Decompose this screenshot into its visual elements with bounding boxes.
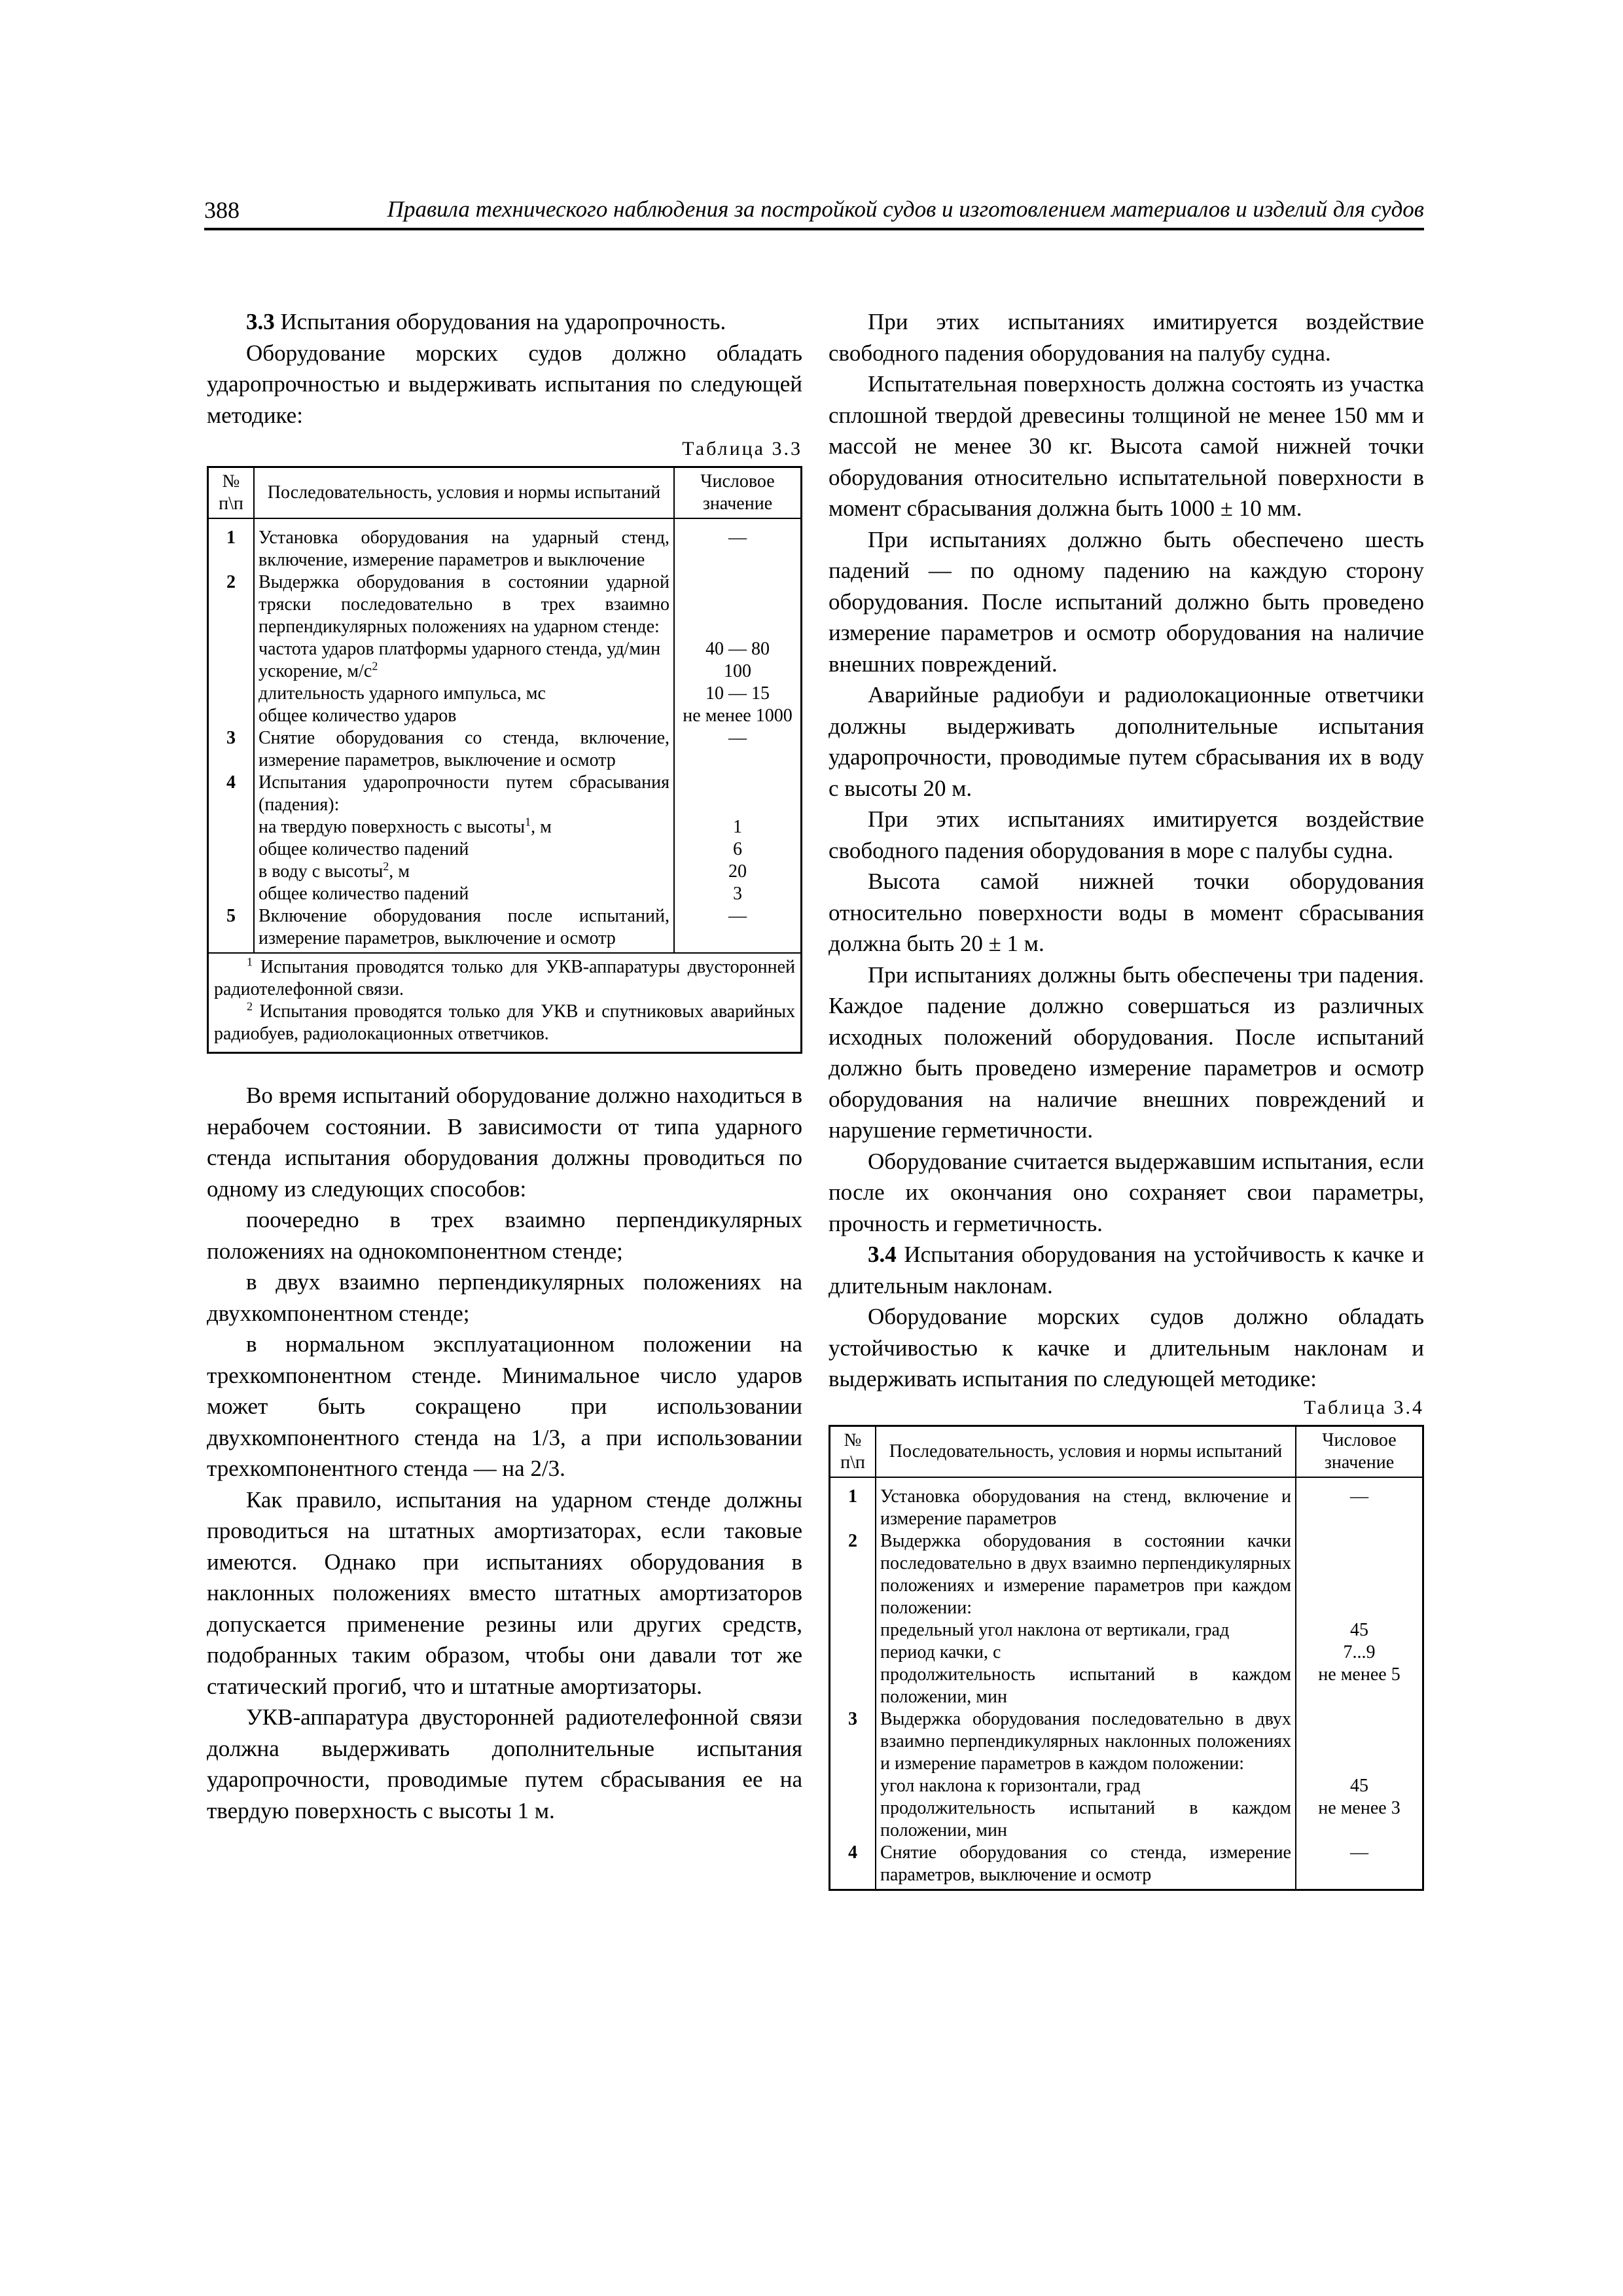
row-text: Установка оборудования на ударный стенд, включение, измерение параметров и выключение	[254, 518, 674, 571]
table-row	[830, 1797, 1423, 1842]
table-row	[830, 1477, 1423, 1530]
row-value: —	[1296, 1842, 1423, 1890]
column-header-sequence: Последовательность, условия и нормы испытаний	[254, 467, 674, 519]
row-text: период качки, с	[876, 1641, 1296, 1664]
page-number: 388	[204, 197, 240, 223]
paragraph: Оборудование считается выдержавшим испытания, если после их окончания оно сохраняет свои параметры, прочность и герметичность.	[829, 1148, 1424, 1236]
left-column	[207, 306, 802, 1826]
paragraph: Как правило, испытания на ударном стенде должны проводиться на штатных амортизаторах, если таковые имеются. Однако при испытаниях оборудования в наклонных положениях вместо штатных амортизаторов допускается применение резины или других средств, подобранных таким образом, чтобы они давали тот же статический прогиб, что и штатные амортизаторы.	[207, 1486, 802, 1699]
table-3-4	[829, 1425, 1424, 1891]
table-row	[830, 1530, 1423, 1619]
section-3-3-heading	[207, 306, 802, 338]
column-header-value: Числовое значение	[1296, 1426, 1423, 1477]
row-value: 100	[674, 660, 802, 683]
paragraph: Испытательная поверхность должна состоять из участка сплошной твердой древесины толщиной не менее 150 мм и массой не менее 30 кг. Высота самой нижней точки оборудования относительно испытательной поверхности в момент сбрасывания должна быть 1000 ± 10 мм.	[829, 371, 1424, 521]
row-number: 1	[208, 518, 255, 571]
row-text: длительность ударного импульса, мс	[254, 683, 674, 705]
row-text: Снятие оборудования со стенда, измерение параметров, выключение и осмотр	[876, 1842, 1296, 1890]
row-value: 3	[674, 883, 802, 905]
table-row	[208, 705, 802, 727]
row-value: 1	[674, 816, 802, 838]
paragraph: При испытаниях должны быть обеспечены три падения. Каждое падение должно совершаться из различных исходных положений оборудования. После испытаний должно быть проведено измерение параметров и осмотр оборудования на наличие внешних повреждений и нарушение герметичности.	[829, 961, 1424, 1143]
paragraph: Оборудование морских судов должно обладать устойчивостью к качке и длительным наклонам и выдерживать испытания по следующей методике:	[829, 1304, 1424, 1391]
row-value: 45	[1296, 1775, 1423, 1797]
row-value: 40 — 80	[674, 638, 802, 660]
table-row	[208, 683, 802, 705]
table-row	[208, 638, 802, 660]
table-row	[208, 518, 802, 571]
table-header-row	[208, 467, 802, 519]
row-number: 1	[830, 1477, 876, 1530]
table-row	[208, 571, 802, 638]
row-text: Испытания ударопрочности путем сбрасывания (падения):	[254, 772, 674, 816]
table-row	[208, 816, 802, 838]
row-text: Выдержка оборудования последовательно в двух взаимно перпендикулярных наклонных положениях и измерение параметров в каждом положении:	[876, 1708, 1296, 1775]
paragraph: Оборудование морских судов должно обладать ударопрочностью и выдерживать испытания по следующей методике:	[207, 340, 802, 428]
table-row	[830, 1664, 1423, 1708]
paragraph: УКВ-аппаратура двусторонней радиотелефонной связи должна выдерживать дополнительные испытания ударопрочности, проводимые путем сбрасывания ее на твердую поверхность с высоты 1 м.	[207, 1704, 802, 1823]
row-text: общее количество падений	[254, 883, 674, 905]
row-text: в воду с высоты$^2$, м	[254, 861, 674, 883]
table-row	[208, 772, 802, 816]
row-text: частота ударов платформы ударного стенда, уд/мин	[254, 638, 674, 660]
section-number: 3.3	[246, 309, 275, 334]
paragraph: в двух взаимно перпендикулярных положениях на двухкомпонентном стенде;	[207, 1269, 802, 1326]
column-header-number: № п\п	[208, 467, 255, 519]
row-text: Выдержка оборудования в состоянии качки последовательно в двух взаимно перпендикулярных положениях и измерение параметров при каждом положении:	[876, 1530, 1296, 1619]
row-value: —	[674, 905, 802, 953]
row-number: 4	[830, 1842, 876, 1890]
table-row	[830, 1641, 1423, 1664]
row-value: не менее 1000	[674, 705, 802, 727]
table-header-row	[830, 1426, 1423, 1477]
paragraph: в нормальном эксплуатационном положении на трехкомпонентном стенде. Минимальное число ударов может быть сокращено при использовании двухкомпонентного стенда на 1/3, а при использовании трехкомпонентного стенда — на 2/3.	[207, 1331, 802, 1481]
row-value: 10 — 15	[674, 683, 802, 705]
row-number: 4	[208, 772, 255, 816]
paragraph: Во время испытаний оборудование должно находиться в нерабочем состоянии. В зависимости от типа ударного стенда испытания оборудования должны проводиться по одному из следующих способов:	[207, 1083, 802, 1202]
table-row	[208, 838, 802, 861]
row-number: 3	[830, 1708, 876, 1775]
row-text: Выдержка оборудования в состоянии ударной тряски последовательно в трех взаимно перпендикулярных положениях на ударном стенде:	[254, 571, 674, 638]
table-row	[830, 1842, 1423, 1890]
row-value: —	[674, 518, 802, 571]
row-text: на твердую поверхность с высоты$^1$, м	[254, 816, 674, 838]
table-caption: Таблица 3.3	[682, 438, 802, 459]
row-number: 2	[830, 1530, 876, 1619]
row-text: Снятие оборудования со стенда, включение, измерение параметров, выключение и осмотр	[254, 727, 674, 772]
row-number: 3	[208, 727, 255, 772]
table-row	[830, 1619, 1423, 1641]
row-value: 7...9	[1296, 1641, 1423, 1664]
section-number: 3.4	[868, 1242, 897, 1267]
row-number: 5	[208, 905, 255, 953]
paragraph: поочередно в трех взаимно перпендикулярных положениях на однокомпонентном стенде;	[207, 1207, 802, 1264]
table-notes-row	[208, 953, 802, 1053]
row-text: угол наклона к горизонтали, град	[876, 1775, 1296, 1797]
table-row	[208, 660, 802, 683]
paragraph: Высота самой нижней точки оборудования относительно поверхности воды в момент сбрасывания должна быть 20 ± 1 м.	[829, 869, 1424, 956]
section-3-4-heading	[829, 1239, 1424, 1301]
paragraph: При этих испытаниях имитируется воздействие свободного падения оборудования на палубу судна.	[829, 309, 1424, 366]
paragraph: При испытаниях должно быть обеспечено шесть падений — по одному падению на каждую сторону оборудования. После испытаний должно быть проведено измерение параметров и осмотр оборудования на наличие внешних повреждений.	[829, 526, 1424, 677]
row-value: не менее 5	[1296, 1664, 1423, 1708]
table-row	[208, 861, 802, 883]
table-footnotes	[208, 953, 802, 1053]
footnote: $^1$ Испытания проводятся только для УКВ-аппаратуры двусторонней радиотелефонной связи.	[214, 955, 795, 999]
table-row	[208, 727, 802, 772]
row-text: Установка оборудования на стенд, включение и измерение параметров	[876, 1477, 1296, 1530]
row-value: 20	[674, 861, 802, 883]
row-value: 6	[674, 838, 802, 861]
row-text: Включение оборудования после испытаний, измерение параметров, выключение и осмотр	[254, 905, 674, 953]
row-text: продолжительность испытаний в каждом положении, мин	[876, 1664, 1296, 1708]
paragraph: Аварийные радиобуи и радиолокационные ответчики должны выдерживать дополнительные испытания ударопрочности, проводимые путем сбрасывания их в воду с высоты 20 м.	[829, 682, 1424, 801]
row-text: предельный угол наклона от вертикали, град	[876, 1619, 1296, 1641]
row-value: не менее 3	[1296, 1797, 1423, 1842]
table-3-3	[207, 466, 802, 1054]
row-text: продолжительность испытаний в каждом положении, мин	[876, 1797, 1296, 1842]
table-row	[830, 1708, 1423, 1775]
header-rule	[204, 228, 1424, 230]
row-text: ускорение, $м/с^2$	[254, 660, 674, 683]
row-value: —	[674, 727, 802, 772]
table-row	[208, 905, 802, 953]
running-title: Правила технического наблюдения за постройкой судов и изготовлением материалов и изделий для судов	[387, 196, 1424, 222]
row-value: —	[1296, 1477, 1423, 1530]
paragraph: При этих испытаниях имитируется воздействие свободного падения оборудования в море с палубы судна.	[829, 806, 1424, 863]
table-row	[830, 1775, 1423, 1797]
right-column	[829, 306, 1424, 1891]
column-header-value: Числовое значение	[674, 467, 802, 519]
page-header	[204, 191, 1424, 237]
column-header-sequence: Последовательность, условия и нормы испытаний	[876, 1426, 1296, 1477]
section-title: Испытания оборудования на устойчивость к качке и длительным наклонам.	[829, 1242, 1424, 1299]
section-title: Испытания оборудования на ударопрочность.	[274, 309, 726, 334]
row-text: общее количество ударов	[254, 705, 674, 727]
row-number: 2	[208, 571, 255, 638]
row-text: общее количество падений	[254, 838, 674, 861]
footnote: $^2$ Испытания проводятся только для УКВ и спутниковых аварийных радиобуев, радиолокационных ответчиков.	[214, 999, 795, 1044]
table-caption: Таблица 3.4	[1304, 1396, 1424, 1418]
table-row	[208, 883, 802, 905]
row-value: 45	[1296, 1619, 1423, 1641]
column-header-number: № п\п	[830, 1426, 876, 1477]
